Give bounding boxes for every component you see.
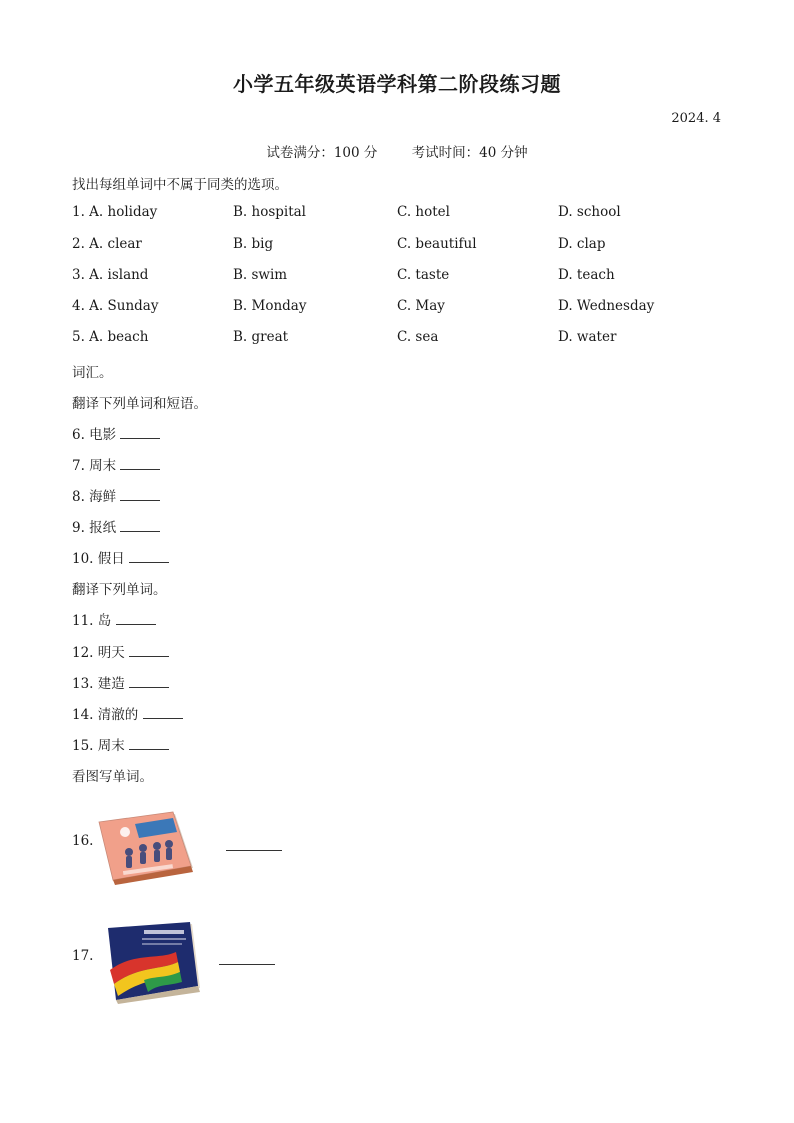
q3-option-d: D. teach [558,267,615,283]
q4-option-a: 4. A. Sunday [72,298,159,314]
q5-option-b: B. great [233,329,289,345]
q9-answer-blank[interactable] [120,519,160,532]
q9-item [72,516,160,536]
q1-option-d: D. school [558,204,621,220]
exam-time: 考试时间：40 分钟 [411,145,528,161]
q8-answer-blank[interactable] [120,488,160,501]
q9-label: 9. 报纸 [72,520,117,536]
q11-label: 11. 岛 [72,613,112,629]
q3-option-b: B. swim [233,267,288,283]
q7-item [72,454,160,474]
q5-option-d: D. water [558,329,617,345]
q3-option-c: C. taste [397,267,450,283]
exam-info [0,141,794,161]
q3-option-a: 3. A. island [72,267,149,283]
q14-item [72,703,183,723]
q13-label: 13. 建造 [72,676,125,692]
q1-option-a: 1. A. holiday [72,204,158,220]
q17-answer-blank[interactable] [219,952,275,965]
section2-heading: 词汇。 [72,365,113,381]
q4-option-d: D. Wednesday [558,298,655,314]
q2-option-b: B. big [233,236,274,252]
q4-option-c: C. May [397,298,445,314]
q6-answer-blank[interactable] [120,426,160,439]
q2-option-a: 2. A. clear [72,236,142,252]
q15-item [72,734,169,754]
q13-answer-blank[interactable] [129,675,169,688]
q12-label: 12. 明天 [72,645,125,661]
q1-option-c: C. hotel [397,204,450,220]
q2-option-d: D. clap [558,236,606,252]
q2-option-c: C. beautiful [397,236,477,252]
part1-instruction: 翻译下列单词和短语。 [72,396,207,412]
page-title: 小学五年级英语学科第二阶段练习题 [233,72,561,96]
part3-instruction: 看图写单词。 [72,769,153,785]
q12-answer-blank[interactable] [129,644,169,657]
q7-answer-blank[interactable] [120,457,160,470]
q14-label: 14. 清澈的 [72,707,139,723]
q1-option-b: B. hospital [233,204,307,220]
q17-label: 17. [72,948,94,964]
exam-date: 2024. 4 [671,111,721,126]
q16-answer-blank[interactable] [226,838,282,851]
section1-instruction: 找出每组单词中不属于同类的选项。 [72,177,288,193]
q13-item [72,672,169,692]
q12-item [72,641,169,661]
q14-answer-blank[interactable] [143,706,183,719]
english-book-picture [95,810,197,885]
q8-label: 8. 海鲜 [72,489,117,505]
part2-instruction: 翻译下列单词。 [72,582,167,598]
q6-label: 6. 电影 [72,427,117,443]
q10-answer-blank[interactable] [129,550,169,563]
dictionary-book-picture [104,922,202,1004]
q6-item [72,423,160,443]
full-score: 试卷满分：100 分 [266,145,378,161]
q10-item [72,547,169,567]
q5-option-c: C. sea [397,329,439,345]
q11-answer-blank[interactable] [116,612,156,625]
q15-answer-blank[interactable] [129,737,169,750]
q16-label: 16. [72,833,94,849]
q7-label: 7. 周末 [72,458,117,474]
q4-option-b: B. Monday [233,298,307,314]
q5-option-a: 5. A. beach [72,329,149,345]
q11-item [72,609,156,629]
q15-label: 15. 周末 [72,738,125,754]
q10-label: 10. 假日 [72,551,125,567]
q8-item [72,485,160,505]
